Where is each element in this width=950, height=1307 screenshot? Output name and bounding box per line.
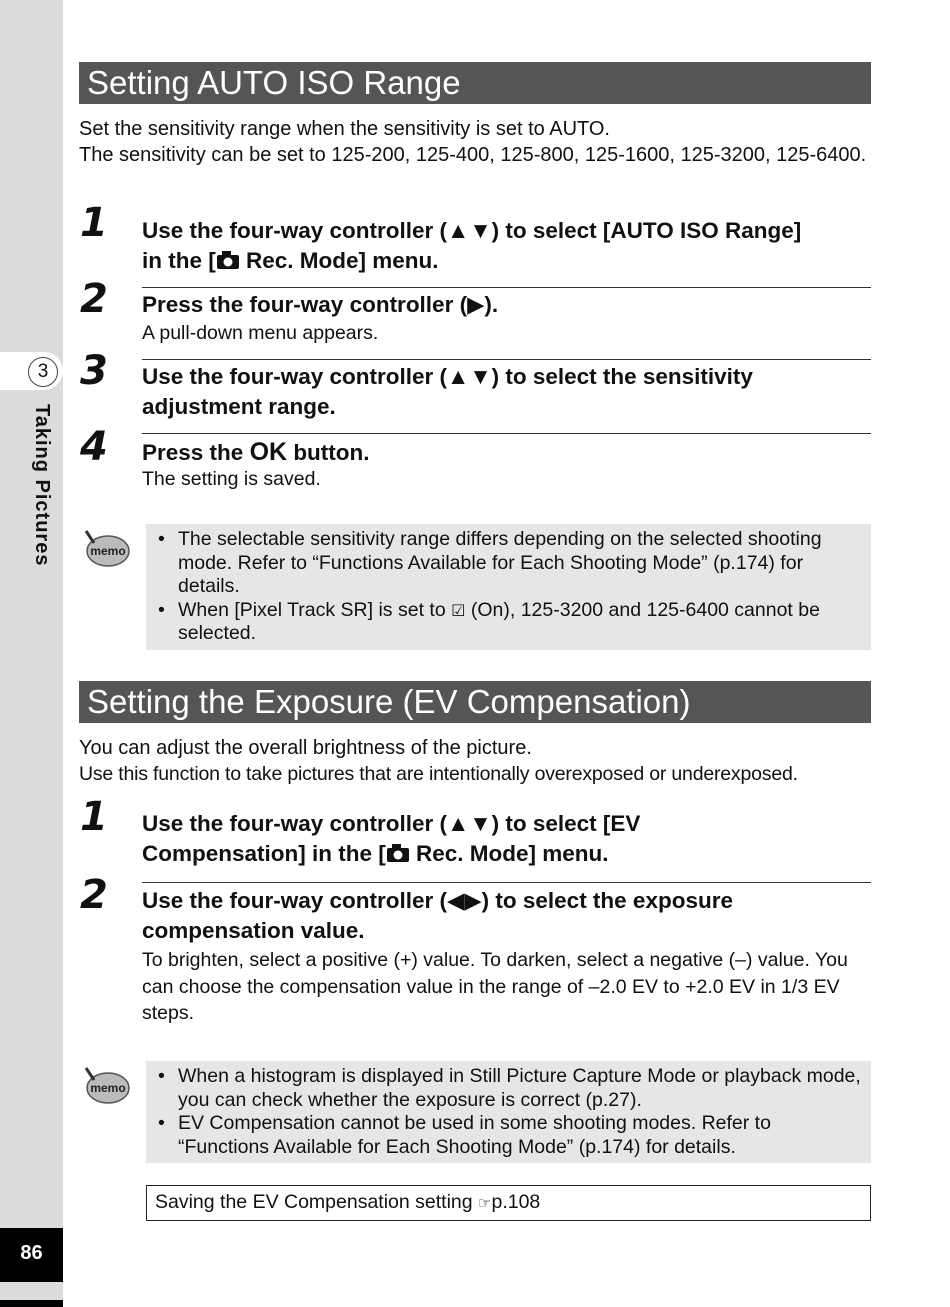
- chapter-number: 3: [28, 357, 58, 387]
- step-divider: [142, 433, 871, 434]
- step-number: 1: [80, 794, 108, 840]
- page-number-rule: [0, 1300, 63, 1307]
- section1-intro: [79, 116, 879, 168]
- memo-item: • EV Compensation cannot be used in some shooting modes. Refer to “Functions Available for Each Shooting Mode” (p.174) for details.: [156, 1112, 861, 1159]
- memo-icon-label: memo: [90, 1081, 126, 1095]
- memo-text-part: (On), 125-3200 and 125-6400 cannot be selected.: [178, 598, 820, 644]
- step-text-part: Rec. Mode] menu.: [409, 841, 609, 866]
- ok-button-icon: OK: [249, 438, 288, 466]
- step-text-part: Compensation] in the [: [142, 841, 386, 866]
- step-number: 3: [80, 348, 108, 394]
- step-instruction: [142, 437, 872, 468]
- step-divider: [142, 287, 871, 288]
- step-number: 1: [80, 200, 108, 246]
- memo-item: • When a histogram is displayed in Still Picture Capture Mode or playback mode, you can check whether the exposure is correct (p.27).: [156, 1065, 861, 1112]
- cross-reference-text: Saving the EV Compensation setting: [155, 1191, 479, 1213]
- memo-text-part: When [Pixel Track SR] is set to: [178, 598, 452, 621]
- memo-box: [146, 524, 871, 650]
- step-divider: [142, 359, 871, 360]
- section2-intro: [79, 735, 879, 787]
- step-instruction: Use the four-way controller (◀▶) to select the exposure compensation value.: [142, 888, 733, 943]
- step-instruction: Use the four-way controller (▲▼) to select the sensitivity adjustment range.: [142, 364, 753, 419]
- cross-reference-box: [146, 1185, 871, 1221]
- step-text-part: Press the: [142, 440, 250, 465]
- memo-box: [146, 1061, 871, 1163]
- step-instruction-line: [142, 246, 872, 276]
- step-text-part: in the [: [142, 248, 216, 273]
- step-text-part: button.: [287, 440, 370, 465]
- memo-item: [156, 599, 861, 646]
- section2-intro-line1: You can adjust the overall brightness of the picture.: [79, 737, 532, 759]
- memo-icon: [82, 529, 130, 569]
- step-number: 4: [80, 424, 108, 470]
- pointing-hand-icon: ☞: [478, 1194, 492, 1212]
- step-note: The setting is saved.: [142, 468, 321, 490]
- section-title-auto-iso: Setting AUTO ISO Range: [79, 62, 871, 104]
- chapter-sidebar: [0, 0, 63, 1307]
- step-number: 2: [80, 872, 108, 918]
- section-title-ev-compensation: Setting the Exposure (EV Compensation): [79, 681, 871, 723]
- step-instruction: [142, 216, 872, 276]
- camera-icon: [386, 843, 410, 863]
- step-instruction-line: [142, 839, 872, 869]
- section1-intro-line1: Set the sensitivity range when the sensitivity is set to AUTO.: [79, 118, 610, 140]
- memo-item: • The selectable sensitivity range differs depending on the selected shooting mode. Refer to “Functions Available for Each Shooting Mode” (p.174) for details.: [156, 528, 861, 599]
- step-text-part: Rec. Mode] menu.: [239, 248, 439, 273]
- step-divider: [142, 882, 871, 883]
- memo-icon: [82, 1066, 130, 1106]
- chapter-title: Taking Pictures: [31, 404, 53, 567]
- camera-icon: [216, 250, 240, 270]
- step-instruction: Press the four-way controller (▶).: [142, 292, 499, 317]
- page-number: 86: [0, 1228, 63, 1282]
- step-number: 2: [80, 276, 108, 322]
- section1-intro-line2: The sensitivity can be set to 125-200, 125-400, 125-800, 125-1600, 125-3200, 125-6400.: [79, 144, 867, 166]
- checkbox-icon: ☑: [451, 600, 466, 620]
- section2-intro-line2: Use this function to take pictures that are intentionally overexposed or underexposed.: [79, 763, 798, 785]
- step-note: A pull-down menu appears.: [142, 322, 379, 344]
- memo-icon-label: memo: [90, 544, 126, 558]
- step-instruction-line: Use the four-way controller (▲▼) to select [EV: [142, 811, 641, 836]
- step-instruction: [142, 809, 872, 869]
- step-instruction-line: Use the four-way controller (▲▼) to select [AUTO ISO Range]: [142, 218, 802, 243]
- cross-reference-page-link[interactable]: p.108: [491, 1191, 541, 1213]
- step-note: To brighten, select a positive (+) value. To darken, select a negative (–) value. You can choose the compensation value in the range of –2.0 EV to +2.0 EV in 1/3 EV steps.: [142, 949, 848, 1024]
